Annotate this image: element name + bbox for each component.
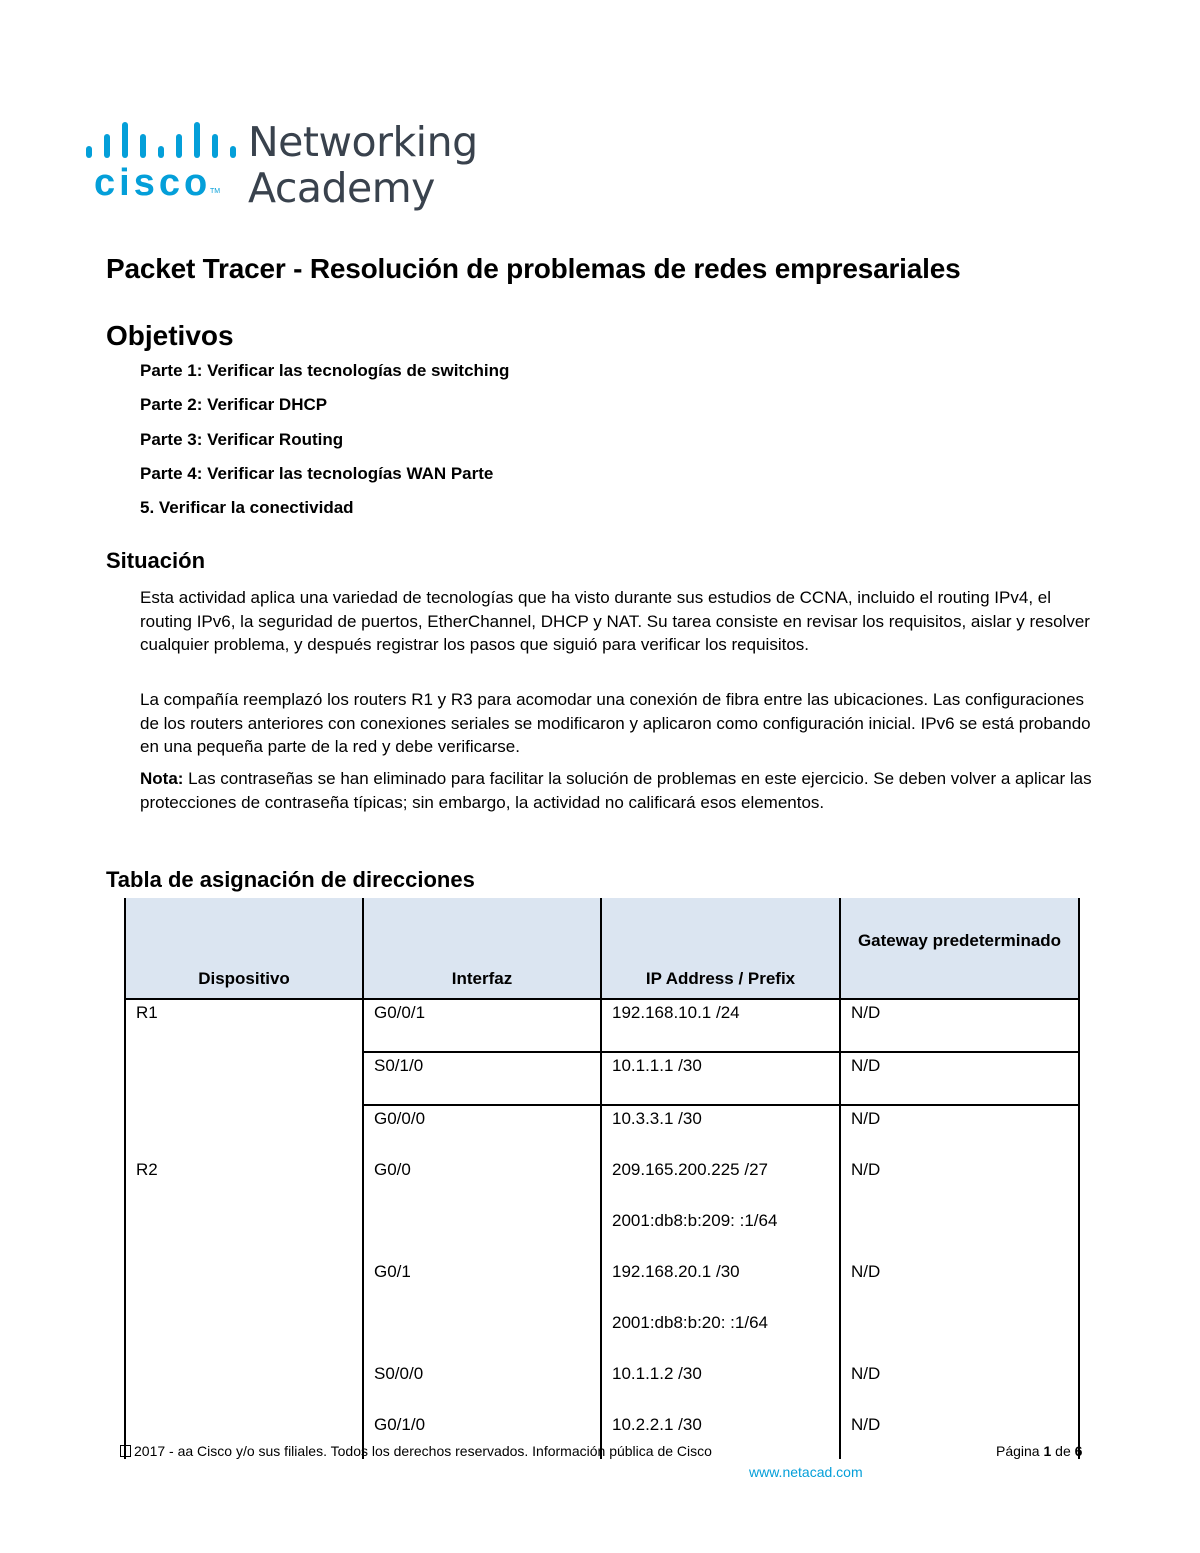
objective-item: 5. Verificar la conectividad [140, 498, 354, 518]
objectives-heading: Objetivos [106, 320, 234, 351]
situation-paragraph-2: La compañía reemplazó los routers R1 y R3 para acomodar una conexión de fibra entre las ubicaciones. Las configuraciones de los routers anteriores con conexiones seriales se modificaron y aplicaron como configuración inicial. IPv6 se está probando en una pequeña parte de la red y debe verificarse. [140, 690, 1091, 757]
cisco-networking-academy-logo [86, 118, 476, 218]
cell-ip: 10.1.1.2 /30 [601, 1361, 840, 1412]
netacad-link[interactable]: www.netacad.com [749, 1464, 863, 1480]
cell-gateway: N/D [840, 1105, 1079, 1157]
cell-gateway: N/D [840, 1157, 1079, 1208]
logo-line-networking: Networking [248, 118, 478, 166]
cell-interface: G0/0 [363, 1157, 601, 1208]
cell-interface: G0/0/1 [363, 999, 601, 1052]
cell-device [125, 1052, 363, 1105]
cell-gateway: N/D [840, 1052, 1079, 1105]
table-row [125, 1052, 1079, 1105]
cell-ip: 209.165.200.225 /27 [601, 1157, 840, 1208]
cell-device [125, 1310, 363, 1361]
copyright-symbol-icon [120, 1445, 131, 1457]
table-row [125, 1259, 1079, 1310]
addressing-table [124, 898, 1080, 1459]
table-row [125, 1105, 1079, 1157]
page-current: 1 [1043, 1443, 1052, 1459]
cell-interface: G0/1/0 [363, 1412, 601, 1459]
page-of: de [1055, 1443, 1071, 1459]
cell-interface: S0/0/0 [363, 1361, 601, 1412]
table-row [125, 1208, 1079, 1259]
cell-interface: S0/1/0 [363, 1052, 601, 1105]
column-header-gateway: Gateway predeterminado [840, 898, 1079, 999]
cell-device: R2 [125, 1157, 363, 1208]
objectives-list [140, 360, 509, 531]
table-header-row [125, 898, 1079, 999]
cell-ip: 2001:db8:b:20: :1/64 [601, 1310, 840, 1361]
page-total: 6 [1074, 1443, 1083, 1459]
cell-ip: 10.3.3.1 /30 [601, 1105, 840, 1157]
column-header-ip: IP Address / Prefix [601, 898, 840, 999]
cell-gateway: N/D [840, 1259, 1079, 1310]
table-row [125, 1361, 1079, 1412]
objective-item: Parte 4: Verificar las tecnologías WAN Parte [140, 463, 494, 483]
cell-gateway [840, 1208, 1079, 1259]
footer-copyright [120, 1443, 712, 1459]
column-header-interface: Interfaz [363, 898, 601, 999]
column-header-device: Dispositivo [125, 898, 363, 999]
note-label: Nota: [140, 769, 184, 788]
objective-item: Parte 3: Verificar Routing [140, 429, 344, 449]
logo-brand-text: cisco [94, 162, 212, 204]
cell-ip: 10.1.1.1 /30 [601, 1052, 840, 1105]
cell-interface: G0/1 [363, 1259, 601, 1310]
footer-copyright-text: 2017 - aa Cisco y/o sus filiales. Todos los derechos reservados. Información pública de Cisco [134, 1443, 712, 1459]
cell-interface [363, 1310, 601, 1361]
cell-gateway: N/D [840, 1412, 1079, 1459]
cell-interface: G0/0/0 [363, 1105, 601, 1157]
cell-ip: 192.168.20.1 /30 [601, 1259, 840, 1310]
situation-paragraph-1: Esta actividad aplica una variedad de tecnologías que ha visto durante sus estudios de CCNA, incluido el routing IPv4, el routing IPv6, la seguridad de puertos, EtherChannel, DHCP y NAT. Su tarea consiste en revisar los requisitos, aislar y resolver cualquier problema, y después registrar los pasos que siguió para verificar los requisitos. [140, 588, 1090, 655]
cell-gateway [840, 1310, 1079, 1361]
objective-item: Parte 2: Verificar DHCP [140, 395, 328, 415]
cell-gateway: N/D [840, 999, 1079, 1052]
cisco-bridge-icon [86, 120, 236, 164]
cell-device [125, 1259, 363, 1310]
situation-heading: Situación [106, 548, 206, 573]
cell-ip: 10.2.2.1 /30 [601, 1412, 840, 1459]
page-label: Página [996, 1443, 1040, 1459]
cell-ip: 192.168.10.1 /24 [601, 999, 840, 1052]
table-row [125, 999, 1079, 1052]
table-row [125, 1157, 1079, 1208]
cell-device [125, 1361, 363, 1412]
cell-device [125, 1208, 363, 1259]
cell-gateway: N/D [840, 1361, 1079, 1412]
cell-ip: 2001:db8:b:209: :1/64 [601, 1208, 840, 1259]
situation-note [140, 767, 1100, 814]
footer-page-number [996, 1443, 1082, 1459]
note-text: Las contraseñas se han eliminado para facilitar la solución de problemas en este ejercicio. Se deben volver a aplicar las protecciones de contraseña típicas; sin embargo, la actividad no calificará esos elementos. [140, 769, 1092, 812]
logo-trademark: TM [210, 188, 221, 195]
table-row [125, 1310, 1079, 1361]
document-title: Packet Tracer - Resolución de problemas de redes empresariales [106, 253, 961, 284]
cell-device [125, 1105, 363, 1157]
cell-device: R1 [125, 999, 363, 1052]
cell-interface [363, 1208, 601, 1259]
table-heading: Tabla de asignación de direcciones [106, 867, 475, 892]
objective-item: Parte 1: Verificar las tecnologías de switching [140, 361, 510, 380]
logo-line-academy: Academy [248, 164, 435, 212]
